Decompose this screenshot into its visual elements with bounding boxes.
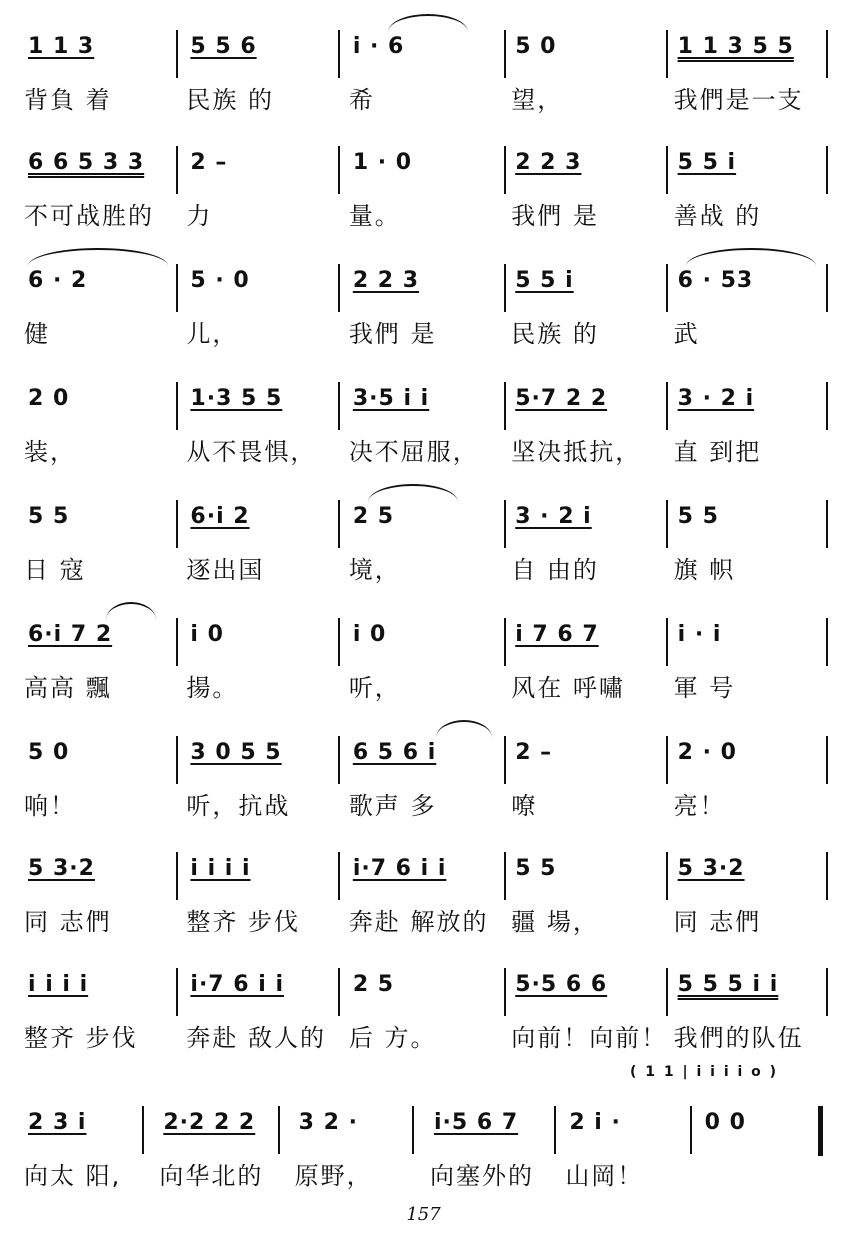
measure: 3 2 · — [298, 1110, 358, 1135]
bar-line — [504, 30, 506, 78]
notation-line — [18, 856, 830, 898]
lyric: 境， — [348, 556, 401, 584]
bar-line — [338, 30, 340, 78]
system-6 — [18, 622, 830, 712]
measure: 6 · 53 — [677, 268, 754, 293]
measure: i · 6 — [352, 34, 405, 59]
measure: 2 – — [190, 150, 228, 175]
system-8 — [18, 856, 830, 946]
measure: 5 5 5 i i — [677, 972, 779, 997]
lyrics-line — [18, 80, 830, 116]
lyrics-line — [18, 550, 830, 586]
system-2 — [18, 150, 830, 240]
notation-line — [18, 622, 830, 664]
measure: i·7 6 i i — [352, 856, 447, 881]
bar-line — [826, 500, 828, 548]
lyric: 同 志們 — [24, 908, 112, 936]
lyric: 向太 阳, — [24, 1162, 122, 1190]
bar-line — [338, 852, 340, 900]
lyric: 逐出国 — [186, 556, 265, 584]
bar-line — [504, 500, 506, 548]
page-number: 157 — [406, 1204, 441, 1225]
measure: 2 3 i — [28, 1110, 87, 1135]
bar-line — [504, 618, 506, 666]
bar-line — [690, 1106, 692, 1154]
lyric: 武 — [673, 320, 700, 348]
bar-line — [826, 146, 828, 194]
measure: 3 · 2 i — [515, 504, 592, 529]
lyric: 向华北的 — [159, 1162, 264, 1190]
bar-line — [826, 736, 828, 784]
slur — [436, 720, 492, 738]
lyrics-line — [18, 432, 830, 468]
measure: i 0 — [190, 622, 224, 647]
notation-line — [18, 34, 830, 76]
system-4 — [18, 386, 830, 476]
measure: 5 5 i — [677, 150, 737, 175]
system-7 — [18, 740, 830, 830]
system-5 — [18, 504, 830, 594]
measure: 3·5 i i — [352, 386, 430, 411]
notation-line — [18, 740, 830, 782]
notation-line — [18, 1110, 830, 1152]
measure: i·7 6 i i — [190, 972, 284, 997]
measure: 2·2 2 2 — [163, 1110, 256, 1135]
notation-line — [18, 386, 830, 428]
lyric: 民族 的 — [511, 320, 599, 348]
lyric: 高高 飄 — [24, 674, 112, 702]
bar-line — [826, 968, 828, 1016]
bar-line — [338, 146, 340, 194]
notation-line — [18, 150, 830, 192]
measure: 5 3·2 — [28, 856, 95, 881]
lyric: 嘹 — [511, 792, 538, 820]
measure: 0 0 — [704, 1110, 746, 1135]
measure: 1 1 3 — [28, 34, 95, 59]
bar-line — [338, 264, 340, 312]
measure: 3 · 2 i — [677, 386, 755, 411]
final-bar-line — [818, 1106, 823, 1156]
bar-line — [504, 264, 506, 312]
lyric: 背負 着 — [24, 86, 112, 114]
bar-line — [666, 736, 668, 784]
lyrics-line — [18, 314, 830, 350]
measure: 5·5 6 6 — [515, 972, 608, 997]
lyric: 自 由的 — [511, 556, 599, 584]
slur — [368, 484, 458, 502]
lyric: 我們 是 — [348, 320, 437, 348]
lyric: 奔赴 敌人的 — [186, 1024, 327, 1052]
measure: i · i — [677, 622, 722, 647]
lyric: 疆 場， — [511, 908, 599, 936]
measure: i 7 6 7 — [515, 622, 599, 647]
lyric: 歌声 多 — [348, 792, 437, 820]
bar-line — [176, 618, 178, 666]
bar-line — [176, 146, 178, 194]
lyrics-line — [18, 196, 830, 232]
coda-note: ( 1 1 | i i i i o ) — [630, 1064, 779, 1080]
measure: 6 5 6 i — [352, 740, 437, 765]
bar-line — [176, 264, 178, 312]
bar-line — [826, 382, 828, 430]
notation-line — [18, 972, 830, 1014]
lyric: 听，抗战 — [186, 792, 291, 820]
lyric: 决不屈服， — [348, 438, 479, 466]
measure: 6 · 2 — [28, 268, 88, 293]
lyrics-line — [18, 1018, 830, 1054]
system-10 — [18, 1110, 830, 1200]
measure: 1 1 3 5 5 — [677, 34, 794, 59]
lyric: 我們是一支 — [673, 86, 804, 114]
lyric: 望， — [511, 86, 564, 114]
notation-line — [18, 268, 830, 310]
bar-line — [142, 1106, 144, 1154]
lyric: 我們的队伍 — [673, 1024, 804, 1052]
bar-line — [554, 1106, 556, 1154]
bar-line — [176, 30, 178, 78]
bar-line — [338, 618, 340, 666]
measure: 2 0 — [28, 386, 70, 411]
lyric: 我們 是 — [511, 202, 599, 230]
measure: 2 2 3 — [352, 268, 420, 293]
lyric: 民族 的 — [186, 86, 275, 114]
lyric: 不可战胜的 — [24, 202, 154, 230]
measure: 5·7 2 2 — [515, 386, 608, 411]
bar-line — [666, 382, 668, 430]
bar-line — [666, 30, 668, 78]
lyric: 儿， — [186, 320, 239, 348]
measure: 5 5 6 — [190, 34, 257, 59]
bar-line — [826, 852, 828, 900]
lyric — [695, 1156, 830, 1192]
measure: 5 5 — [677, 504, 719, 529]
bar-line — [504, 382, 506, 430]
lyric: 亮！ — [673, 792, 726, 820]
lyric: 同 志們 — [673, 908, 762, 936]
lyric: 原野， — [294, 1162, 373, 1190]
bar-line — [666, 264, 668, 312]
lyric: 后 方。 — [348, 1024, 437, 1052]
lyric: 軍 号 — [673, 674, 736, 702]
bar-line — [176, 968, 178, 1016]
bar-line — [176, 736, 178, 784]
measure: i·5 6 7 — [433, 1110, 519, 1135]
slur — [686, 248, 816, 266]
lyric: 从不畏惧， — [186, 438, 317, 466]
measure: 5 5 — [515, 856, 557, 881]
notation-line — [18, 504, 830, 546]
bar-line — [826, 30, 828, 78]
slur — [388, 14, 468, 32]
measure: 6·i 7 2 — [28, 622, 113, 647]
measure: 5 5 i — [515, 268, 574, 293]
lyric: 坚决抵抗， — [511, 438, 642, 466]
measure: 3 0 5 5 — [190, 740, 282, 765]
measure: 5 5 — [28, 504, 70, 529]
bar-line — [826, 264, 828, 312]
measure: 5 0 — [515, 34, 557, 59]
measure: 6·i 2 — [190, 504, 250, 529]
system-9 — [18, 972, 830, 1062]
bar-line — [338, 500, 340, 548]
measure: 5 0 — [28, 740, 70, 765]
bar-line — [176, 500, 178, 548]
slur — [28, 248, 168, 266]
lyrics-line — [18, 786, 830, 822]
lyrics-line — [18, 1156, 830, 1192]
measure: 1·3 5 5 — [190, 386, 283, 411]
lyrics-line — [18, 668, 830, 704]
lyric: 力 — [186, 202, 213, 230]
bar-line — [278, 1106, 280, 1154]
measure: 2 · 0 — [677, 740, 737, 765]
lyric: 整齐 步伐 — [24, 1024, 138, 1052]
lyric: 向前！向前！ — [511, 1024, 668, 1052]
lyric: 向塞外的 — [429, 1162, 534, 1190]
lyric: 健 — [24, 320, 50, 348]
lyric: 希 — [348, 86, 375, 114]
measure: 1 · 0 — [352, 150, 413, 175]
bar-line — [666, 500, 668, 548]
lyric: 响！ — [24, 792, 76, 820]
slur — [106, 602, 156, 620]
lyric: 奔赴 解放的 — [348, 908, 489, 936]
system-3 — [18, 268, 830, 358]
bar-line — [666, 618, 668, 666]
bar-line — [504, 736, 506, 784]
measure: 5 3·2 — [677, 856, 745, 881]
bar-line — [504, 852, 506, 900]
lyric: 风在 呼嘯 — [511, 674, 625, 702]
measure: i i i i — [190, 856, 251, 881]
measure: 5 · 0 — [190, 268, 250, 293]
bar-line — [176, 852, 178, 900]
system-1 — [18, 34, 830, 124]
lyric: 直 到把 — [673, 438, 762, 466]
lyric: 整齐 步伐 — [186, 908, 301, 936]
lyric: 旗 帜 — [673, 556, 736, 584]
measure: 2 i · — [569, 1110, 621, 1135]
bar-line — [412, 1106, 414, 1154]
measure: i i i i — [28, 972, 89, 997]
measure: i 0 — [352, 622, 387, 647]
lyric: 山岡！ — [565, 1162, 644, 1190]
measure: 2 2 3 — [515, 150, 582, 175]
lyrics-line — [18, 902, 830, 938]
measure: 2 5 — [352, 504, 395, 529]
bar-line — [338, 736, 340, 784]
lyric: 量。 — [348, 202, 401, 230]
bar-line — [826, 618, 828, 666]
bar-line — [666, 852, 668, 900]
bar-line — [666, 146, 668, 194]
bar-line — [504, 968, 506, 1016]
lyric: 善战 的 — [673, 202, 762, 230]
bar-line — [338, 382, 340, 430]
measure: 2 5 — [352, 972, 395, 997]
lyric: 日 寇 — [24, 556, 86, 584]
lyric: 装， — [24, 438, 76, 466]
lyric: 揚。 — [186, 674, 239, 702]
bar-line — [338, 968, 340, 1016]
bar-line — [504, 146, 506, 194]
lyric: 听， — [348, 674, 401, 702]
measure: 6 6 5 3 3 — [28, 150, 145, 175]
bar-line — [176, 382, 178, 430]
bar-line — [666, 968, 668, 1016]
measure: 2 – — [515, 740, 553, 765]
